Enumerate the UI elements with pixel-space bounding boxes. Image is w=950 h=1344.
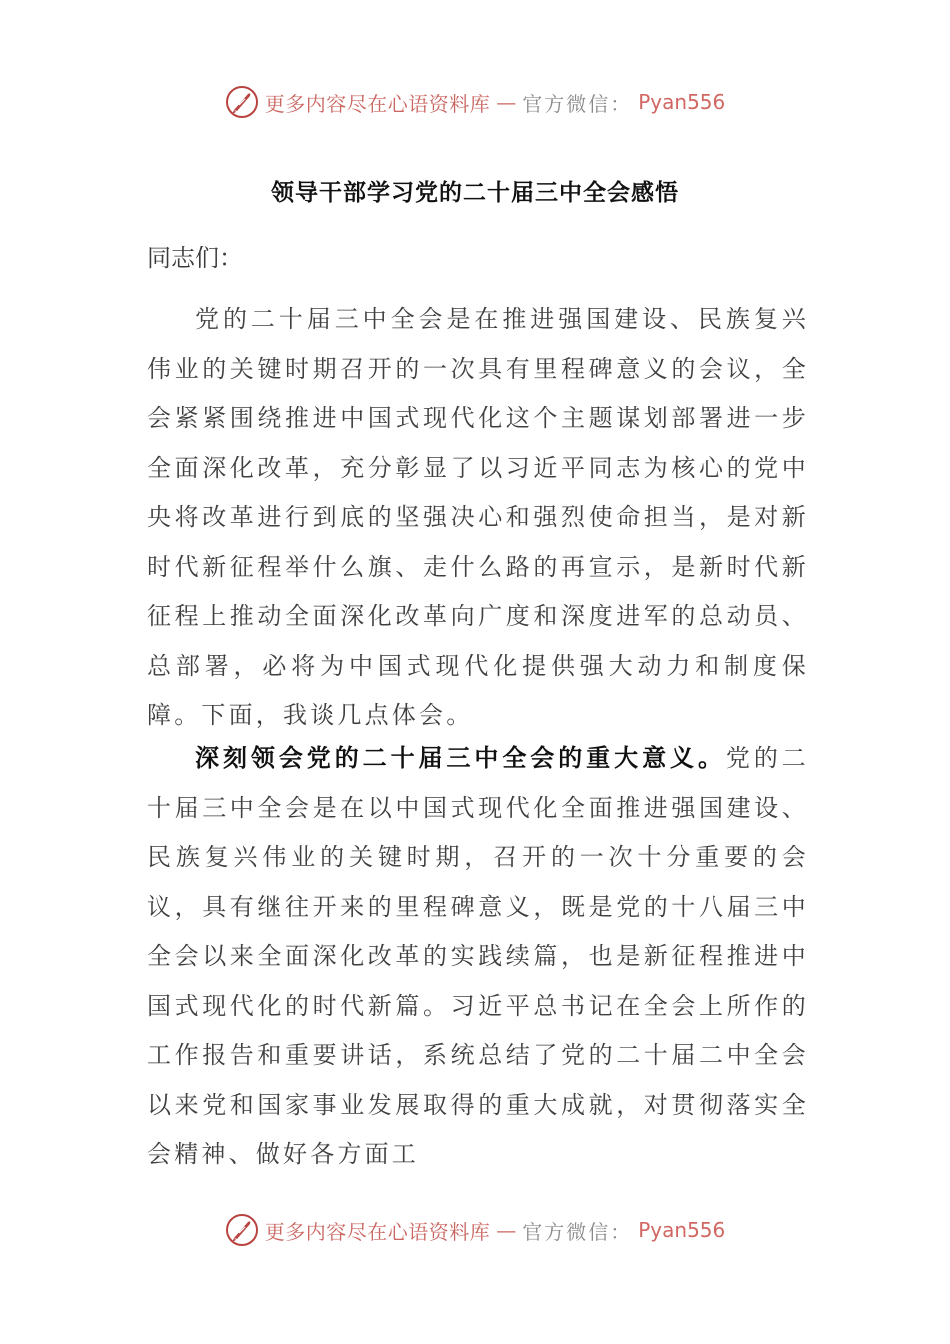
banner-wechat-id: Pyan556 — [638, 90, 726, 114]
paragraph-significance — [147, 733, 809, 1180]
quill-pen-logo-icon — [225, 85, 259, 119]
banner-wechat-id: Pyan556 — [638, 1218, 726, 1242]
banner-dash: — — [496, 1218, 517, 1242]
paragraph-lead-heading: 深刻领会党的二十届三中全会的重大意义。 — [195, 743, 726, 772]
paragraph-intro: 党的二十届三中全会是在推进强国建设、民族复兴伟业的关键时期召开的一次具有里程碑意义的会议，全会紧紧围绕推进中国式现代化这个主题谋划部署进一步全面深化改革，充分彰显了以习近平同志为核心的党中央将改革进行到底的坚强决心和强烈使命担当，是对新时代新征程举什么旗、走什么路的再宣示，是新时代新征程上推动全面深化改革向广度和深度进军的总动员、总部署，必将为中国式现代化提供强大动力和制度保障。下面，我谈几点体会。 — [147, 305, 809, 729]
banner-dash: — — [496, 90, 517, 114]
greeting: 同志们： — [147, 244, 243, 272]
banner-site-text: 更多内容尽在心语资料库 — [264, 1219, 491, 1244]
banner-wechat-label: 官方微信： — [522, 1219, 633, 1244]
footer-banner — [0, 1210, 950, 1250]
quill-pen-logo-icon — [225, 1213, 259, 1247]
header-banner — [0, 82, 950, 122]
banner-site-text: 更多内容尽在心语资料库 — [264, 91, 491, 116]
paragraph-body-text: 党的二十届三中全会是在以中国式现代化全面推进强国建设、民族复兴伟业的关键时期，召开的一次十分重要的会议，具有继往开来的里程碑意义，既是党的十八届三中全会以来全面深化改革的实践续篇，也是新征程推进中国式现代化的时代新篇。习近平总书记在全会上所作的工作报告和重要讲话，系统总结了党的二十届二中全会以来党和国家事业发展取得的重大成就，对贯彻落实全会精神、做好各方面工 — [147, 744, 809, 1168]
banner-wechat-label: 官方微信： — [522, 91, 633, 116]
document-title: 领导干部学习党的二十届三中全会感悟 — [271, 179, 679, 206]
